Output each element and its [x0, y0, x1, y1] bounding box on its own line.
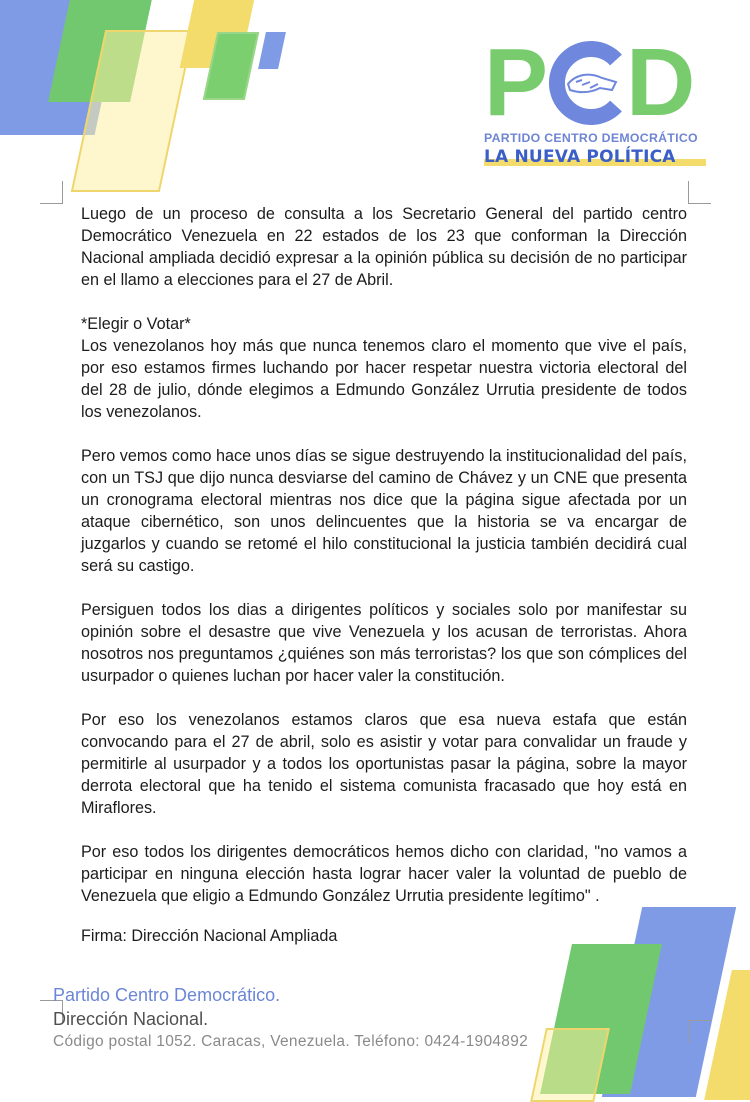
party-logo	[484, 29, 714, 168]
statement-body	[81, 203, 687, 947]
decorative-blue-small-stripe	[258, 32, 286, 69]
logo-letters	[484, 29, 714, 136]
footer-direction: Dirección Nacional.	[53, 1009, 209, 1029]
paragraph-5: Por eso todos los dirigentes democráticos hemos dicho con claridad, "no vamos a participar en ninguna elección hasta lograr hacer valer la voluntad de pueblo de Venezuela que eligio a Edmundo González Urrutia presidente legítimo" .	[81, 843, 687, 905]
footer	[53, 983, 543, 1053]
logo-slogan: LA NUEVA POLÍTICA	[484, 147, 676, 167]
crop-mark-top-left	[40, 181, 63, 204]
logo-subtitle: PARTIDO CENTRO DEMOCRÁTICO	[484, 131, 698, 145]
logo-letter-d: D	[626, 29, 692, 136]
crop-mark-top-right	[688, 181, 711, 204]
section-heading: *Elegir o Votar*	[81, 315, 191, 333]
crop-mark-bottom-right	[688, 1020, 711, 1043]
intro-paragraph: Luego de un proceso de consulta a los Secretario General del partido centro Democrático Venezuela en 22 estados de los 23 que conforman la Dirección Nacional ampliada decidió expresar a la opinión pública su decisión de no participar en el llamo a elecciones para el 27 de Abril.	[81, 205, 687, 289]
paragraph-4: Por eso los venezolanos estamos claros que esa nueva estafa que están convocando para el 27 de abril, solo es asistir y votar para convalidar un fraude y permitirle al usurpador y a todos los oportunistas pasar la página, sobre la mayor derrota electoral que ha tenido el sistema comunista fracasado que hoy está en Miraflores.	[81, 711, 687, 817]
logo-slogan-block	[484, 147, 714, 167]
logo-letter-p: P	[484, 29, 545, 136]
footer-address: Código postal 1052. Caracas, Venezuela. Teléfono: 0424-1904892	[53, 1033, 529, 1050]
paragraph-1: Los venezolanos hoy más que nunca tenemos claro el momento que vive el país, por eso estamos firmes luchando por hacer respetar nuestra victoria electoral del del 28 de julio, dónde elegimos a Edmundo González Urrutia presidente de todos los venezolanos.	[81, 337, 687, 421]
footer-organization: Partido Centro Democrático.	[53, 985, 281, 1005]
paragraph-2: Pero vemos como hace unos días se sigue destruyendo la institucionalidad del país, con un TSJ que dijo nunca desviarse del camino de Chávez y un CNE que presenta un cronograma electoral mientras nos dice que la página sigue afectada por un ataque cibernético, son unos delincuentes que la historia se va encargar de juzgarlos y cuando se retomé el hilo constitucional la justicia también decidirá cual será su castigo.	[81, 447, 687, 575]
logo-handshake-icon	[546, 38, 624, 128]
paragraph-3: Persiguen todos los dias a dirigentes políticos y sociales solo por manifestar su opinión sobre el desastre que vive Venezuela y los acusan de terroristas. Ahora nosotros nos preguntamos ¿quiénes son más terroristas? los que son cómplices del usurpador o quienes luchan por hacer valer la constitución.	[81, 601, 687, 685]
signature: Firma: Dirección Nacional Ampliada	[81, 927, 338, 945]
